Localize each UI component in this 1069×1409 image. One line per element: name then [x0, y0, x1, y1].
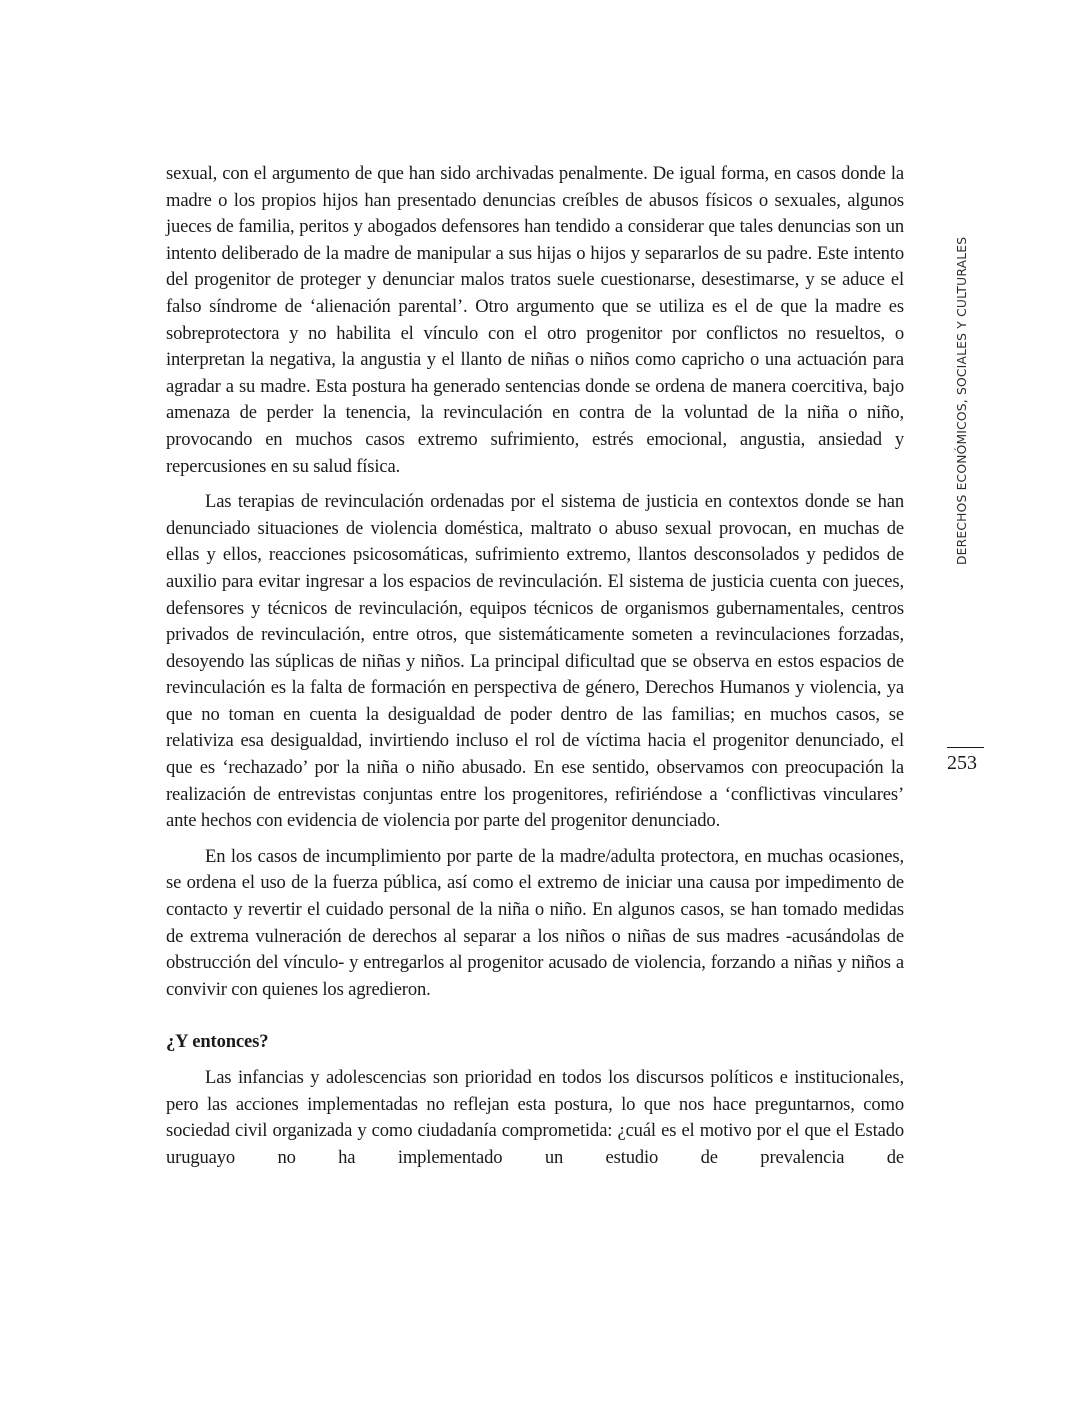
page-number: 253	[947, 752, 977, 774]
body-text	[166, 161, 904, 1171]
page-number-rule	[947, 747, 984, 748]
paragraph-section-intro: Las infancias y adolescencias son prioridad en todos los discursos políticos e institucionales, pero las acciones implementadas no reflejan esta postura, lo que nos hace preguntarnos, como sociedad civil organizada y como ciudadanía comprometida: ¿cuál es el motivo por el que el Estado uruguayo no ha implementado un estudio de prevalencia de	[166, 1067, 904, 1168]
running-head: DERECHOS ECONÓMICOS, SOCIALES Y CULTURALES	[955, 236, 969, 565]
section-heading: ¿Y entonces?	[166, 1031, 269, 1053]
paragraph-revinculation-therapies: Las terapias de revinculación ordenadas por el sistema de justicia en contextos donde se han denunciado situaciones de violencia doméstica, maltrato o abuso sexual provocan, en muchas de ellas y ellos, reacciones psicosomáticas, sufrimiento extremo, llantos desconsolados y pedidos de auxilio para evitar ingresar a los espacios de revinculación. El sistema de justicia cuenta con jueces, defensores y técnicos de revinculación, equipos técnicos de organismos gubernamentales, centros privados de revinculación, entre otros, que sistemáticamente someten a revinculaciones forzadas, desoyendo las súplicas de niñas y niños. La principal dificultad que se observa en estos espacios de revinculación es la falta de formación en perspectiva de género, Derechos Humanos y violencia, ya que no toman en cuenta la desigualdad de poder dentro de las familias; en muchos casos, se relativiza esa desigualdad, invirtiendo incluso el rol de víctima hacia el progenitor denunciado, el que es ‘rechazado’ por la niña o niño abusado. En ese sentido, observamos con preocupación la realización de entrevistas conjuntas entre los progenitores, refiriéndose a ‘conflictivas vinculares’ ante hechos con evidencia de violencia por parte del progenitor denunciado.	[166, 491, 904, 832]
paragraph-continued: sexual, con el argumento de que han sido archivadas penalmente. De igual forma, en casos donde la madre o los propios hijos han presentado denuncias creíbles de abusos físicos o sexuales, algunos jueces de familia, peritos y abogados defensores han tendido a considerar que tales denuncias son un intento deliberado de la madre de manipular a sus hijas o hijos y separarlos de su padre. Este intento del progenitor de proteger y denunciar malos tratos suele cuestionarse, desestimarse, y se aduce el falso síndrome de ‘alienación parental’. Otro argumento que se utiliza es el de que la madre es sobreprotectora y no habilita el vínculo con el otro progenitor por conflictos no resueltos, o interpretan la negativa, la angustia y el llanto de niñas o niños como capricho o una actuación para agradar a su madre. Esta postura ha generado sentencias donde se ordena de manera coercitiva, bajo amenaza de perder la tenencia, la revinculación en contra de la voluntad de la niña o niño, provocando en muchos casos extremo sufrimiento, estrés emocional, angustia, ansiedad y repercusiones en su salud física.	[166, 163, 904, 477]
paragraph-noncompliance: En los casos de incumplimiento por parte de la madre/adulta protectora, en muchas ocasiones, se ordena el uso de la fuerza pública, así como el extremo de iniciar una causa por impedimento de contacto y revertir el cuidado personal de la niña o niño. En algunos casos, se han tomado medidas de extrema vulneración de derechos al separar a los niños o niñas de sus madres -acusándolas de obstrucción del vínculo- y entregarlos al progenitor acusado de violencia, forzando a niñas y niños a convivir con quienes los agredieron.	[166, 845, 904, 1000]
